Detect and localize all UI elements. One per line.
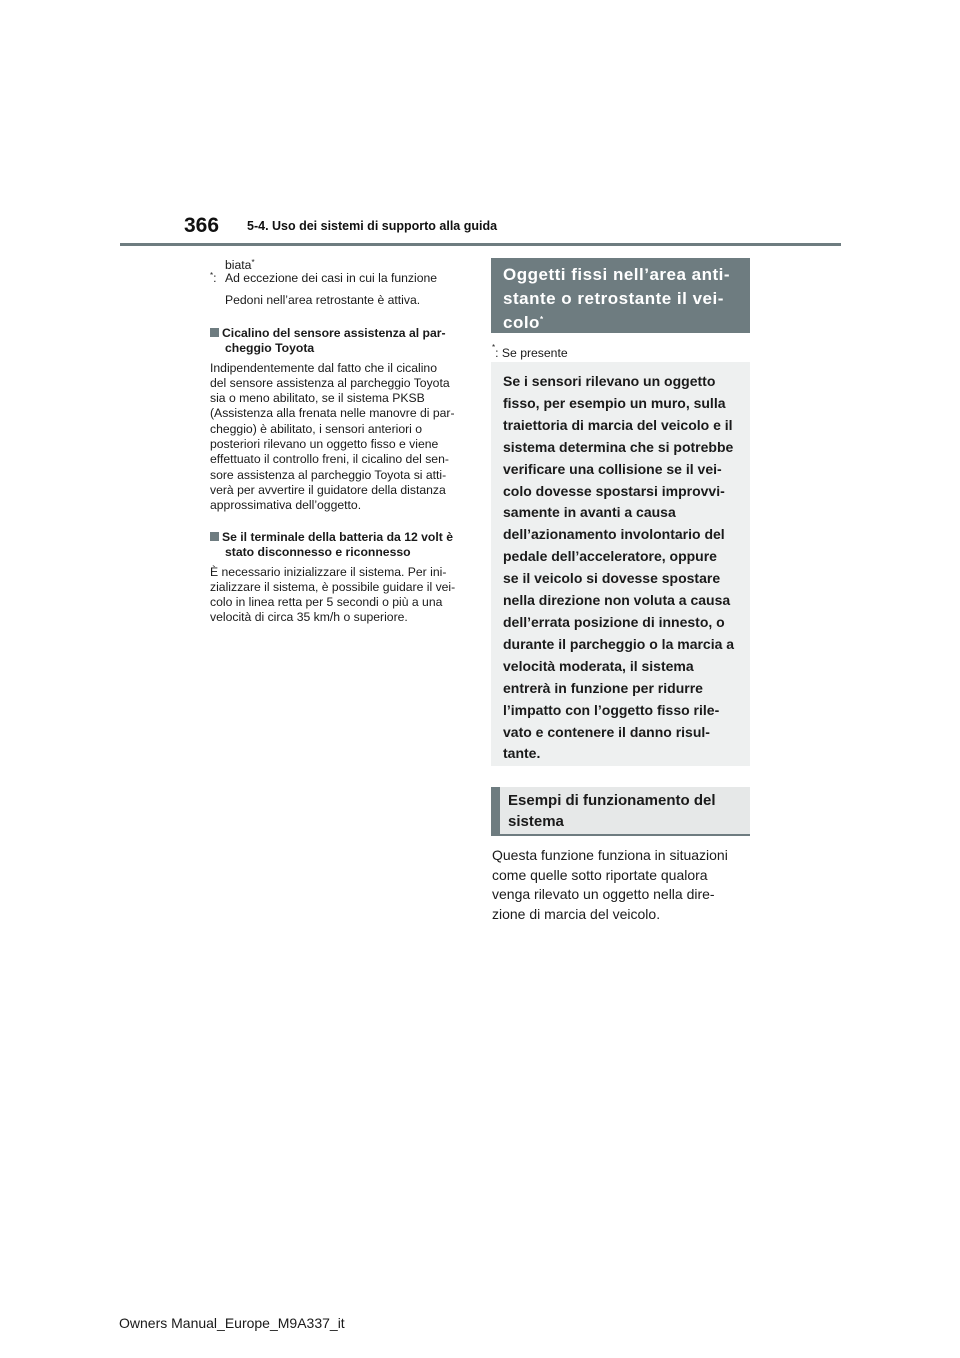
- continued-fragment: biata*: [225, 258, 255, 272]
- section-batteria: [210, 530, 467, 626]
- section-body: È necessario inizializzare il sistema. Per ini- zializzare il sistema, è possibile guidare il vei- colo in linea retta per 5 secondi o più a una velocità di circa 35 km/h o superiore.: [210, 564, 456, 625]
- footnote-note: *: Ad eccezione dei casi in cui la funzione Pedoni nell’area retrostante è attiva.: [210, 271, 467, 309]
- square-bullet-icon: [210, 328, 219, 337]
- page-number: 366: [184, 214, 220, 237]
- footnote-marker: *: [492, 343, 496, 352]
- section-heading: Se il terminale della batteria da 12 volt è stato disconnesso e riconnesso: [210, 530, 467, 561]
- body-paragraph: Questa funzione funziona in situazioni come quelle sotto riportate qualora venga rilevato un oggetto nella dire- zione di marcia del veicolo.: [492, 847, 728, 922]
- note-line: Pedoni nell’area retrostante è attiva.: [225, 293, 421, 308]
- note-line: Ad eccezione dei casi in cui la funzione: [225, 271, 438, 285]
- section-title: 5-4. Uso dei sistemi di supporto alla guida: [247, 219, 498, 233]
- footnote-marker: *: [210, 271, 214, 280]
- topic-banner: Oggetti fissi nell’area anti- stante o retrostante il vei- colo*: [491, 258, 750, 333]
- section-body: Indipendentemente dal fatto che il cicalino del sensore assistenza al parcheggio Toyota sia o meno abilitato, se il sistema PKSB (Assistenza alla frenata nelle manovre di par- cheggio) è abilitato, i sensori anteriori o posteriori rilevano un oggetto fisso e viene effettuato il controllo freni, il cicalino del sen- sore assistenza al parcheggio Toyota si atti- verà per avvertire il guidatore della distanza approssimativa dell’oggetto.: [210, 360, 455, 513]
- footnote-marker: *: [539, 315, 544, 324]
- section-cicalino: [210, 326, 467, 514]
- section-heading: Cicalino del sensore assistenza al par- cheggio Toyota: [210, 326, 467, 357]
- summary-box: Se i sensori rilevano un oggetto fisso, per esempio un muro, sulla traiettoria di marcia del veicolo e il sistema determina che si potrebbe verificare una collisione se il vei- colo dovesse spostarsi improvvi- samente in avanti a causa dell’azionamento involontario del pedale dell’acceleratore, oppure se il veicolo si dovesse spostare nella direzione non voluta a causa dell’errata posizione di innesto, o durante il parcheggio o la marcia a velocità moderata, il sistema entrerà in funzione per ridurre l’impatto con l’oggetto fisso rile- vato e contenere il danno risul- tante.: [491, 362, 750, 766]
- header-divider: [120, 243, 841, 246]
- subsection-heading: Esempi di funzionamento del sistema: [491, 787, 750, 836]
- footnote-marker: *: [251, 258, 255, 267]
- page-footer: Owners Manual_Europe_M9A337_it: [119, 1315, 345, 1331]
- footnote-present: *: Se presente: [492, 343, 568, 360]
- square-bullet-icon: [210, 532, 219, 541]
